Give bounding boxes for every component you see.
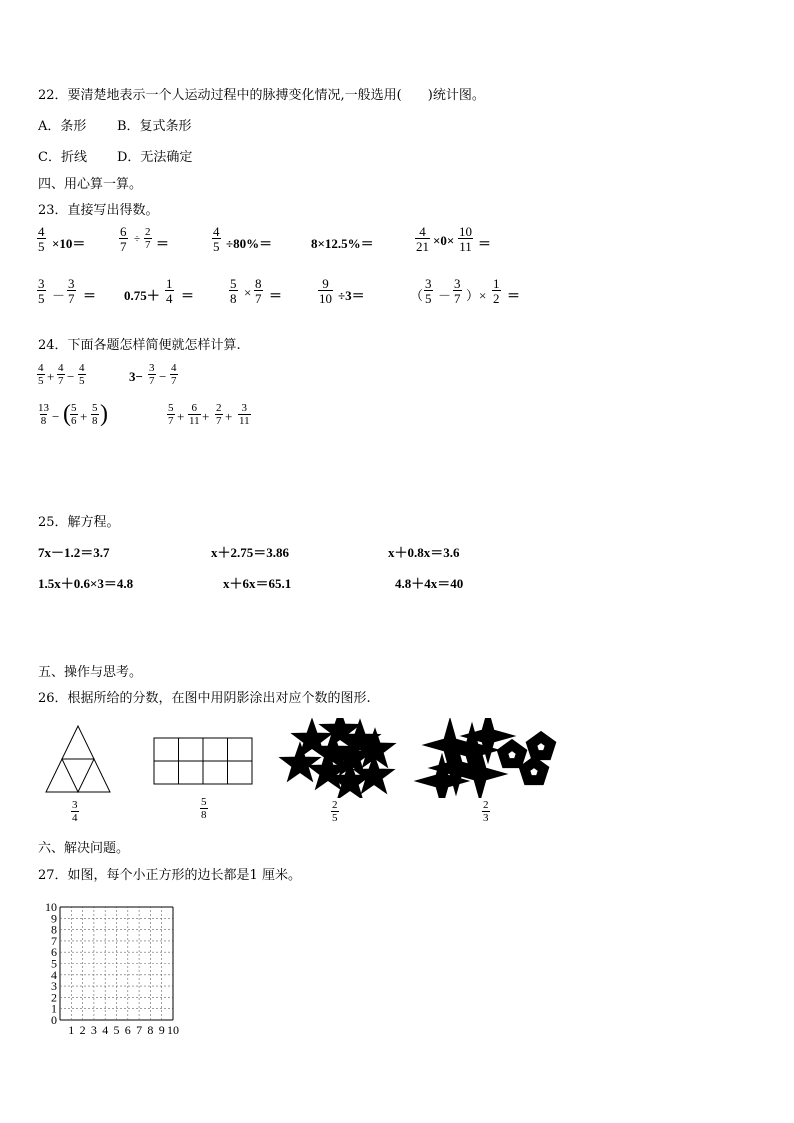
star-icon <box>341 773 358 789</box>
operator: + <box>80 409 88 424</box>
fraction: $\frac{5}{8}$ <box>230 276 237 306</box>
star-icon <box>366 741 383 757</box>
fraction: $\frac{3}{7}$ <box>68 276 75 306</box>
y-tick-label: 4 <box>51 967 57 982</box>
operator: ＝ <box>507 288 521 303</box>
fraction: $\frac{4}{5}$ <box>38 362 44 387</box>
x-tick-label: 8 <box>147 1023 154 1037</box>
q26-fraction-4: $\frac{2}{3}$ <box>483 799 489 824</box>
fraction: $\frac{5}{8}$ <box>92 402 98 427</box>
y-tick-label: 0 <box>51 1013 57 1027</box>
fraction: $\frac{3}{5}$ <box>425 276 432 306</box>
x-tick-label: 2 <box>79 1023 86 1037</box>
q25-equation-3: x＋0.8x＝3.6 <box>388 545 460 560</box>
q22-option-d: D．无法确定 <box>117 150 193 165</box>
operator: + <box>202 409 210 424</box>
operator: － <box>438 288 452 303</box>
x-tick-label: 7 <box>136 1023 143 1037</box>
fraction: $\frac{3}{7}$ <box>149 362 155 387</box>
operator: ÷80%＝ <box>226 236 273 251</box>
star-icon <box>343 749 360 765</box>
q25-equation-2: x＋2.75＝3.86 <box>211 545 290 560</box>
operator: ＝ <box>269 288 283 303</box>
fraction: $\frac{4}{5}$ <box>79 362 85 387</box>
operator: （ <box>410 288 424 303</box>
fraction: $\frac{4}{7}$ <box>58 362 64 387</box>
y-tick-label: 5 <box>51 956 57 971</box>
fraction: $\frac{5}{6}$ <box>71 402 77 427</box>
rectangle-grid-figure <box>154 738 252 784</box>
operator: ÷ <box>134 233 141 245</box>
q27-grid <box>36 896 196 1042</box>
y-tick-label: 8 <box>51 922 57 937</box>
q25-equation-1: 7x－1.2＝3.7 <box>38 545 110 560</box>
q23-stem: 23．直接写出得数。 <box>38 203 159 218</box>
x-tick-label: 3 <box>90 1023 97 1037</box>
operator: ）× <box>466 288 487 303</box>
section-4-heading: 四、用心算一算。 <box>38 177 143 192</box>
operator: ＝ <box>156 236 170 251</box>
pentagon-icon <box>524 762 543 780</box>
operator: ＝ <box>478 236 492 251</box>
q26-fraction-3: $\frac{2}{5}$ <box>332 799 338 824</box>
y-tick-label: 2 <box>51 990 57 1005</box>
q26-fraction-1: $\frac{3}{4}$ <box>72 799 78 824</box>
fraction: $\frac{8}{7}$ <box>255 276 262 306</box>
x-tick-label: 9 <box>158 1023 165 1037</box>
q27-stem: 27．如图，每个小正方形的边长都是1 厘米。 <box>38 868 301 883</box>
operator: 3− <box>129 369 143 384</box>
fraction: $\frac{4}{5}$ <box>38 224 45 254</box>
operator: × <box>244 285 252 300</box>
fraction: $\frac{2}{7}$ <box>145 226 151 251</box>
pentagon-icon <box>502 745 521 763</box>
operator: 8×12.5%＝ <box>311 236 374 251</box>
y-tick-label: 6 <box>51 945 57 960</box>
q26-figures <box>30 718 600 798</box>
fraction: $\frac{9}{10}$ <box>319 276 332 306</box>
star-icon <box>303 731 320 747</box>
operator: − <box>52 409 60 424</box>
fraction: $\frac{6}{7}$ <box>120 224 127 254</box>
fraction: $\frac{3}{11}$ <box>239 402 250 427</box>
fraction: $\frac{4}{7}$ <box>171 362 177 387</box>
operator: ×10＝ <box>52 236 86 251</box>
fraction: $\frac{1}{4}$ <box>166 276 173 306</box>
x-tick-label: 4 <box>102 1023 109 1037</box>
q24-stem: 24．下面各题怎样简便就怎样计算. <box>38 338 241 353</box>
y-tick-label: 10 <box>45 900 57 914</box>
fraction: $\frac{6}{11}$ <box>189 402 200 427</box>
y-tick-label: 3 <box>51 979 57 994</box>
q22-option-b: B．复式条形 <box>117 119 192 134</box>
fraction: $\frac{13}{8}$ <box>38 402 49 427</box>
operator: + <box>47 369 55 384</box>
x-tick-label: 10 <box>167 1023 179 1037</box>
fraction: $\frac{3}{5}$ <box>38 276 45 306</box>
operator: + <box>225 409 233 424</box>
q22-stem: 22．要清楚地表示一个人运动过程中的脉搏变化情况,一般选用( )统计图。 <box>38 88 485 103</box>
operator: ) <box>100 401 108 427</box>
fraction: $\frac{10}{11}$ <box>459 224 472 254</box>
section-6-heading: 六、解决问题。 <box>38 841 130 856</box>
y-tick-label: 9 <box>51 911 57 926</box>
q25-equation-5: x＋6x＝65.1 <box>223 576 292 591</box>
q22-option-c: C．折线 <box>38 150 87 165</box>
four-point-star-icon <box>478 726 498 746</box>
operator: ×0× <box>433 233 455 248</box>
y-tick-label: 1 <box>51 1001 57 1016</box>
x-tick-label: 1 <box>68 1023 75 1037</box>
operator: + <box>177 409 185 424</box>
q26-fraction-2: $\frac{5}{8}$ <box>201 796 207 821</box>
operator: ( <box>63 401 71 427</box>
section-5-heading: 五、操作与思考。 <box>38 665 143 680</box>
fraction: $\frac{4}{21}$ <box>416 224 429 254</box>
operator: − <box>159 369 167 384</box>
star-icon <box>291 755 308 771</box>
operator: − <box>67 369 75 384</box>
fraction: $\frac{1}{2}$ <box>493 276 500 306</box>
x-tick-label: 5 <box>113 1023 120 1037</box>
x-tick-label: 6 <box>124 1023 131 1037</box>
q25-equation-6: 4.8＋4x＝40 <box>395 576 464 591</box>
y-tick-label: 7 <box>51 933 57 948</box>
operator: 0.75＋ <box>124 288 160 303</box>
q26-stem: 26．根据所给的分数，在图中用阴影涂出对应个数的图形. <box>38 691 371 706</box>
q25-equation-4: 1.5x＋0.6×3＝4.8 <box>38 576 134 591</box>
q25-stem: 25．解方程。 <box>38 515 120 530</box>
triangle-figure <box>46 726 110 792</box>
operator: ＝ <box>83 288 97 303</box>
five-pointed-stars-figure <box>291 722 383 789</box>
fraction: $\frac{5}{7}$ <box>168 402 174 427</box>
operator: ÷3＝ <box>338 288 365 303</box>
fraction: $\frac{4}{5}$ <box>213 224 220 254</box>
fraction: $\frac{2}{7}$ <box>216 402 222 427</box>
q22-option-a: A．条形 <box>38 119 87 134</box>
four-pointed-stars-and-pentagons-figure <box>432 726 551 791</box>
pentagon-icon <box>531 737 550 755</box>
fraction: $\frac{3}{7}$ <box>454 276 461 306</box>
operator: ＝ <box>181 288 195 303</box>
operator: － <box>52 288 66 303</box>
